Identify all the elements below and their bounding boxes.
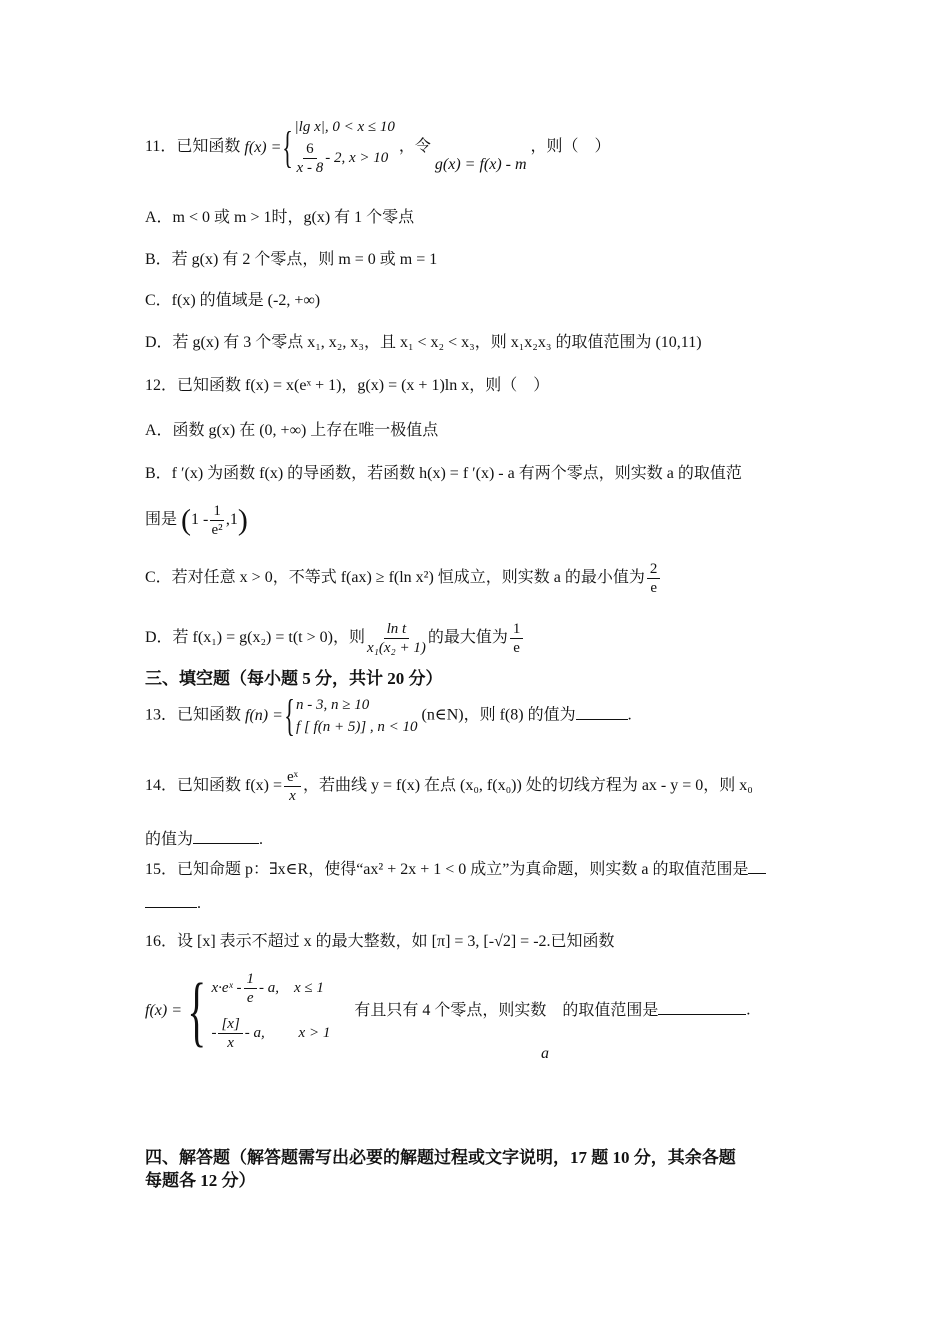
q11-piecewise (244, 118, 394, 177)
section-3-heading: 三、填空题（每小题 5 分，共计 20 分） (145, 669, 443, 688)
q12-c-text: C．若对任意 x > 0，不等式 f(ax) ≥ f(ln x²) 恒成立，则实数 a 的最小值为 (145, 569, 645, 587)
q11-option-d: D．若 g(x) 有 3 个零点 x₁, x₂, x₃，且 x₁ < x₂ < x₃，则 x₁x₂x₃ 的取值范围为 (10,11) (145, 334, 702, 351)
q12-d-mid: 的最大值为 (427, 629, 508, 647)
q12-option-b: B．f ′(x) 为函数 f(x) 的导函数，若函数 h(x) = f ′(x) - a 有两个零点，则实数 a 的取值范 (145, 465, 742, 482)
section-4-heading-cont: 每题各 12 分） (145, 1171, 256, 1190)
q14-end: . (259, 831, 264, 848)
q11-frac-den: x - 8 (296, 160, 324, 176)
q14-frac-num: eˣ (284, 768, 301, 787)
q12-option-b-cont: 围是 (1 - $\frac{1}{\text{e²}}$ ,1) (145, 503, 248, 538)
q12-c-num: 2 (647, 560, 661, 579)
q16-c2d: x (227, 1035, 234, 1051)
q13-case2: f [ f(n + 5)] , n < 10 (296, 719, 418, 735)
q16-rest: 有且只有 4 个零点，则实数 的取值范围是 (354, 1001, 659, 1019)
question-12-stem: 12．已知函数 f(x) = x(eˣ + 1)，g(x) = (x + 1)ln x，则（ ） (145, 377, 550, 394)
q14-answer-blank[interactable] (193, 843, 259, 844)
q12-c-den: e (650, 580, 657, 596)
q11-mid: ，令 (398, 138, 431, 156)
q13-tail: (n∈N)，则 f(8) 的值为 (421, 706, 576, 724)
brace-icon: { (187, 967, 207, 1054)
q13-f-lhs: f(n) = (245, 707, 283, 725)
q11-option-b: B．若 g(x) 有 2 个零点，则 m = 0 或 m = 1 (145, 251, 438, 268)
q11-case2: - 2, x > 10 (325, 149, 389, 166)
question-11-stem (145, 118, 611, 177)
q11-option-c: C．f(x) 的值域是 (-2, +∞) (145, 292, 321, 309)
q12-b-a: 1 - (191, 511, 209, 529)
q14-frac-den: x (289, 788, 296, 804)
q16-c2a: - (211, 1024, 217, 1041)
q11-option-a: A．m < 0 或 m > 1时，g(x) 有 1 个零点 (145, 209, 415, 226)
q12-d-den: x₁(x₂ + 1) (366, 640, 426, 656)
q11-label: 11．已知函数 (145, 138, 241, 156)
brace-icon: { (284, 691, 295, 740)
q16-a-variable: a (541, 1045, 549, 1062)
q16-answer-blank[interactable] (658, 1014, 746, 1015)
brace-icon: { (282, 122, 294, 172)
q11-tail: ，则（ ） (530, 138, 611, 156)
q12-d-text: D．若 f(x₁) = g(x₂) = t(t > 0)，则 (145, 629, 365, 647)
q16-f-lhs: f(x) = (145, 1002, 182, 1020)
q14-line2-text: 的值为 (145, 831, 194, 848)
q14-rest: ，若曲线 y = f(x) 在点 (x₀, f(x₀)) 处的切线方程为 ax - y = 0，则 x₀ (303, 777, 753, 795)
q12-d-num: ln t (384, 620, 410, 639)
question-13 (145, 691, 632, 740)
q15-end: . (197, 895, 201, 912)
q16-c1b: - a, x ≤ 1 (259, 979, 324, 996)
question-16-stem: 16．设 [x] 表示不超过 x 的最大整数，如 [π] = 3, [-√2] = -2.已知函数 (145, 933, 615, 950)
q15-text: 15．已知命题 p：∃x∈R，使得“ax² + 2x + 1 < 0 成立”为真命题，则实数 a 的取值范围是 (145, 861, 749, 878)
q12-b-b: ,1 (225, 511, 238, 529)
q11-g-def: g(x) = f(x) - m (434, 156, 527, 174)
question-15 (145, 860, 766, 879)
q15-answer-blank-cont[interactable] (145, 907, 197, 908)
q13-label: 13．已知函数 (145, 706, 242, 724)
q12-d-fnum: 1 (510, 620, 524, 639)
q11-frac-num: 6 (303, 140, 317, 159)
q13-answer-blank[interactable] (576, 719, 628, 720)
q12-option-d (145, 620, 525, 657)
q11-case1: |lg x|, 0 < x ≤ 10 (294, 119, 395, 135)
q13-case1: n - 3, n ≥ 10 (296, 697, 370, 713)
q12-d-fden: e (513, 640, 520, 656)
q11-f-lhs: f(x) = (244, 138, 282, 156)
q15-line2 (145, 894, 201, 913)
q12-option-a: A．函数 g(x) 在 (0, +∞) 上存在唯一极值点 (145, 422, 439, 439)
q15-answer-blank[interactable] (748, 873, 766, 874)
section-4-heading: 四、解答题（解答题需写出必要的解题过程或文字说明，17 题 10 分，其余各题 (145, 1148, 736, 1167)
q16-c1a: x·eˣ - (211, 979, 242, 996)
q12-option-c (145, 560, 662, 597)
q16-c2n: [x] (218, 1015, 242, 1034)
q13-end: . (627, 706, 632, 724)
q16-c1d: e (246, 990, 254, 1006)
q14-line2 (145, 830, 263, 849)
q16-end: . (746, 1001, 751, 1019)
question-14 (145, 768, 753, 805)
q16-c2b: - a, x > 1 (244, 1024, 331, 1041)
q14-label: 14．已知函数 f(x) = (145, 777, 283, 795)
q12-b-num: 1 (210, 502, 224, 521)
q16-function (145, 967, 751, 1054)
q12-b-den: e² (211, 522, 223, 538)
q16-c1n: 1 (244, 970, 258, 989)
q12-b-text: 围是 (145, 511, 178, 529)
